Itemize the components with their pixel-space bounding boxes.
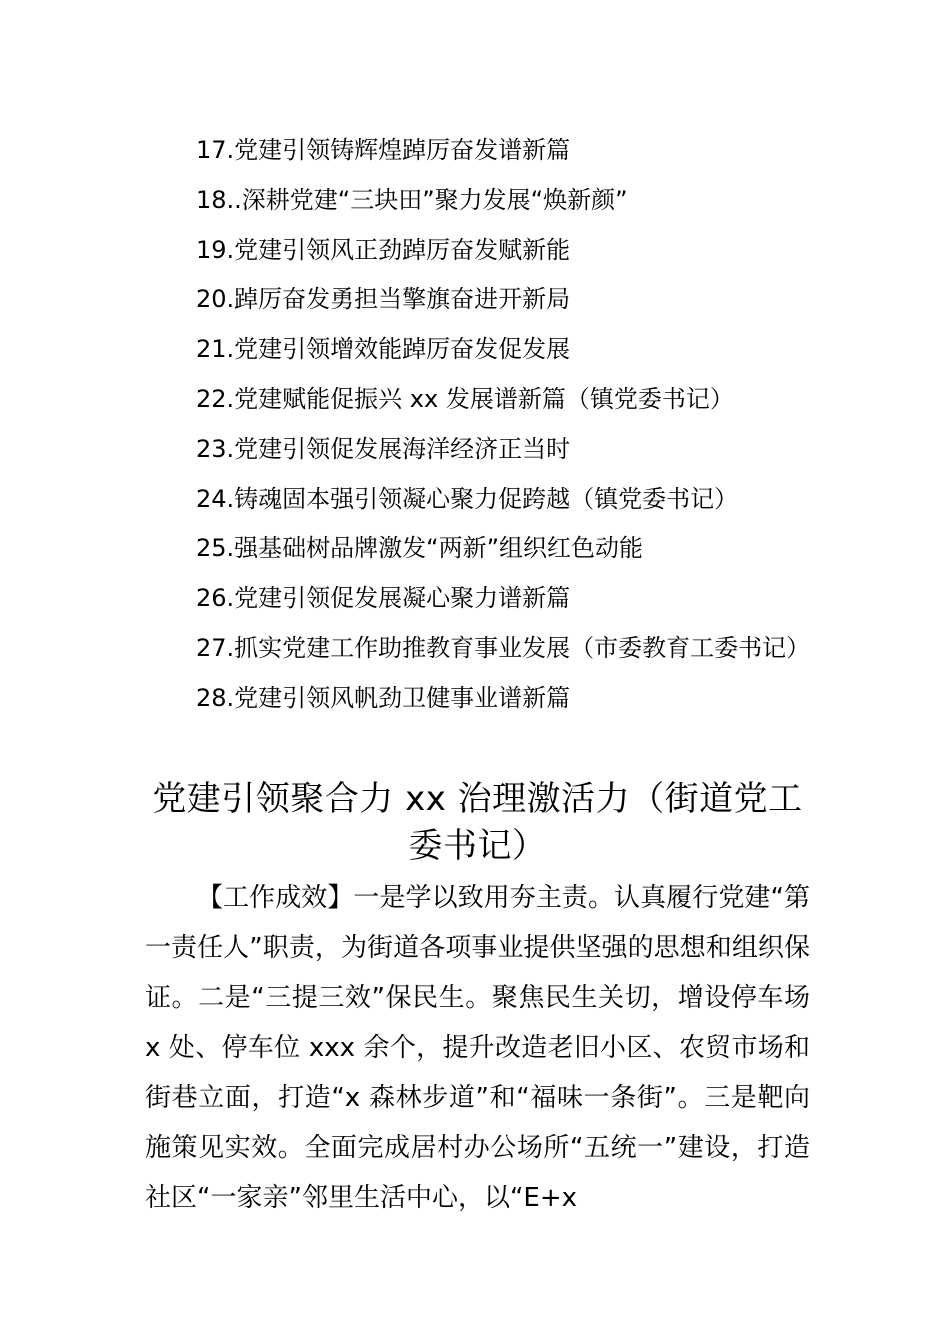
toc-item: 21.党建引领增效能踔厉奋发促发展	[196, 335, 571, 364]
toc-item: 26.党建引领促发展凝心聚力谱新篇	[196, 584, 571, 613]
toc-item: 27.抓实党建工作助推教育事业发展（市委教育工委书记）	[196, 633, 811, 662]
toc-item: 24.铸魂固本强引领凝心聚力促跨越（镇党委书记）	[196, 484, 739, 513]
article-paragraph: 【工作成效】一是学以致用夯主责。认真履行党建“第一责任人”职责，为街道各项事业提供坚强的思想和组织保证。二是“三提三效”保民生。聚焦民生关切，增设停车场 x 处、停车位 xxx 余个，提升改造老旧小区、农贸市场和街巷立面，打造“x 森林步道”和“福味一条街”。三是靶向施策见实效。全面完成居村办公场所“五统一”建设，打造社区“一家亲”邻里生活中心，以“E+x	[145, 883, 810, 1213]
toc-item: 22.党建赋能促振兴 xx 发展谱新篇（镇党委书记）	[196, 384, 734, 413]
toc-item: 23.党建引领促发展海洋经济正当时	[196, 434, 571, 463]
table-of-contents	[145, 126, 810, 724]
article-title: 党建引领聚合力 xx 治理激活力（街道党工委书记）	[152, 779, 803, 866]
toc-item: 18..深耕党建“三块田”聚力发展“焕新颜”	[196, 185, 628, 214]
toc-item: 28.党建引领风帆劲卫健事业谱新篇	[196, 683, 571, 712]
toc-item: 17.党建引领铸辉煌踔厉奋发谱新篇	[196, 136, 571, 164]
toc-item: 25.强基础树品牌激发“两新”组织红色动能	[196, 534, 644, 563]
toc-item: 20.踔厉奋发勇担当擎旗奋进开新局	[196, 285, 571, 314]
toc-item: 19.党建引领风正劲踔厉奋发赋新能	[196, 235, 571, 264]
